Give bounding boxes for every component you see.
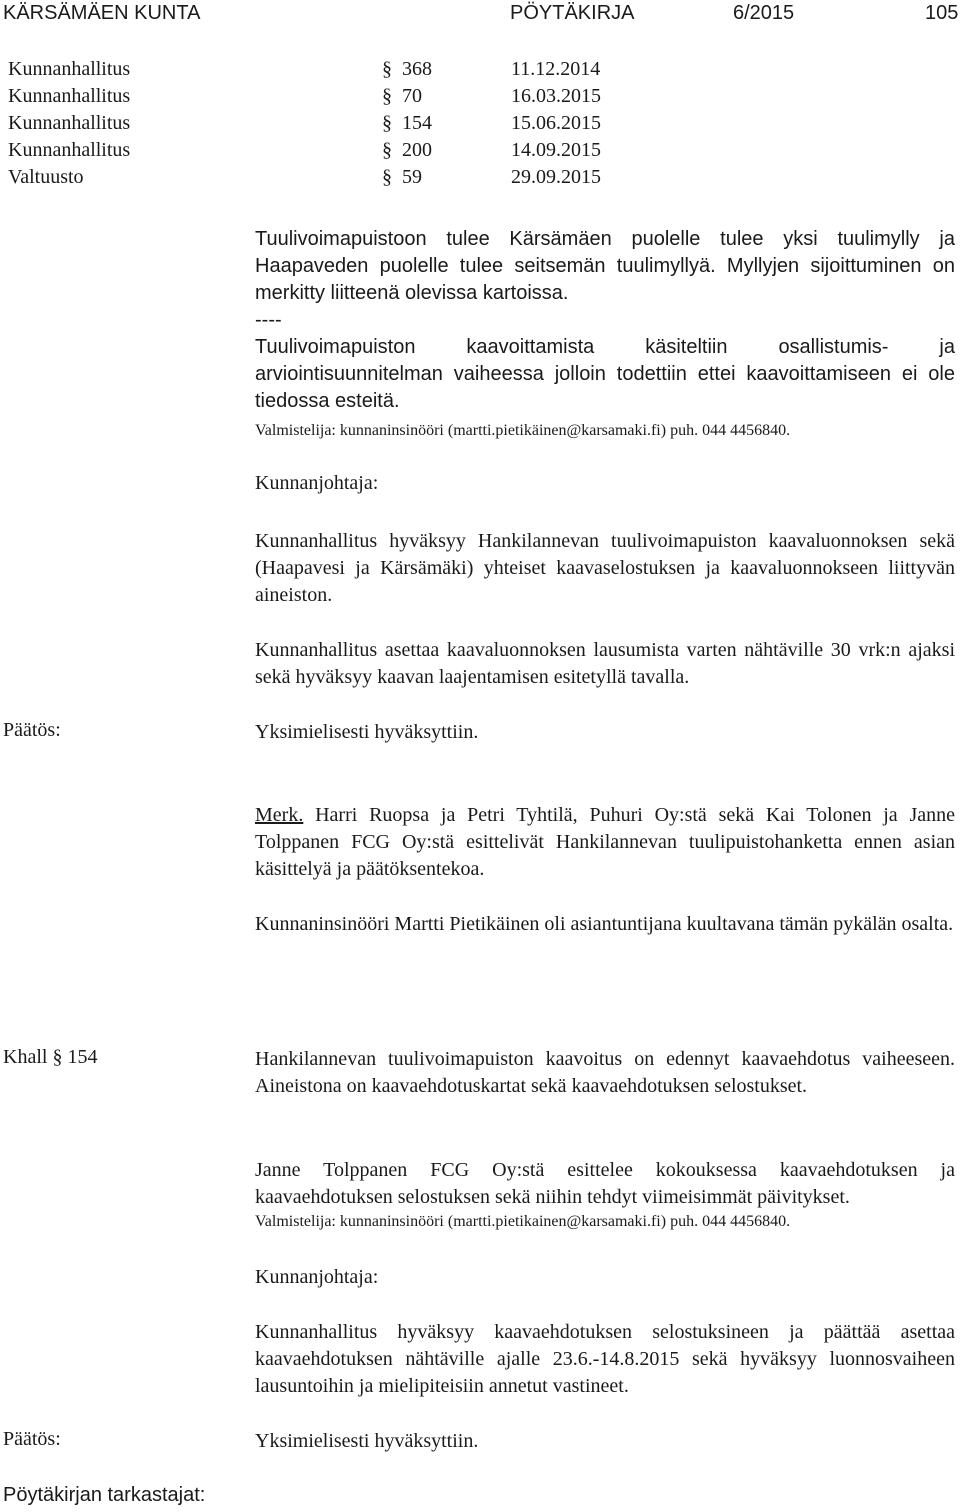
section-sign-icon: § (382, 112, 392, 134)
section1-text-a: Tuulivoimapuistoon tulee Kärsämäen puolelle tulee yksi tuulimylly ja Haapaveden puolelle tulee seitsemän tuulimyllyä. (255, 228, 955, 277)
history-date: 29.09.2015 (511, 166, 601, 188)
note-label: Merk. (255, 804, 304, 826)
section1-paragraph-2: Tuulivoimapuiston kaavoittamista käsiteltiin osallistumis- ja arviointisuunnitelman vaiheessa jolloin todettiin ettei kaavoittamiseen ei ole tiedossa esteitä. (255, 336, 955, 412)
decision-label: Päätös: (3, 1428, 61, 1450)
history-number: 368 (402, 58, 432, 80)
note-paragraph-2: Kunnaninsinööri Martti Pietikäinen oli asiantuntijana kuultavana tämän pykälän osalta. (255, 913, 954, 935)
history-body: Kunnanhallitus (8, 139, 131, 161)
section2-paragraph: Hankilannevan tuulivoimapuiston kaavoitus on edennyt kaavaehdotus vaiheeseen. Aineistona on kaavaehdotuskartat sekä kaavaehdotuksen selostukset. (255, 1048, 955, 1097)
proposal-paragraph: Kunnanhallitus hyväksyy Hankilannevan tuulivoimapuiston kaavaluonnoksen sekä (Haapavesi ja Kärsämäki) yhteiset kaavaselostuksen ja kaavaluonnokseen liittyvän aineiston. (255, 530, 955, 606)
section1-paragraph (255, 226, 955, 307)
history-date: 14.09.2015 (511, 139, 601, 161)
proposal-paragraph-2: Kunnanhallitus asettaa kaavaluonnoksen lausumista varten nähtäville 30 vrk:n ajaksi sekä hyväksyy kaavan laajentamisen esitetyllä tavalla. (255, 639, 955, 688)
director-label: Kunnanjohtaja: (255, 472, 379, 494)
section-reference-number: 154 (67, 1046, 98, 1068)
note-text: Harri Ruopsa ja Petri Tyhtilä, Puhuri Oy:stä sekä Kai Tolonen ja Janne Tolppanen FCG Oy:stä esittelivät Hankilannevan tuulipuistohanketta ennen asian käsittelyä ja päätöksentekoa. (255, 804, 955, 880)
preparer-line: Valmistelija: kunnaninsinööri (martti.pietikainen@karsamaki.fi) puh. 044 4456840. (255, 1213, 791, 1230)
separator: ---- (255, 309, 282, 331)
issue-number: 6/2015 (733, 2, 795, 24)
section-reference (3, 1046, 97, 1069)
note-paragraph (255, 802, 955, 883)
decision-text: Yksimielisesti hyväksyttiin. (255, 1430, 479, 1452)
proposal-paragraph: Kunnanhallitus hyväksyy kaavaehdotuksen selostuksineen ja päättää asettaa kaavaehdotuksen nähtäville ajalle 23.6.-14.8.2015 sekä hyväksyy luonnosvaiheen lausuntoihin ja mielipiteisiin annetut vastineet. (255, 1321, 955, 1397)
history-body: Valtuusto (8, 166, 84, 188)
history-date: 11.12.2014 (511, 58, 601, 80)
section1-text-b: Myllyjen sijoittuminen on merkitty liitteenä olevissa kartoissa. (255, 255, 955, 304)
section-reference-body: Khall (3, 1046, 48, 1068)
page-number: 105 (925, 2, 959, 24)
history-number: 154 (402, 112, 432, 134)
history-number: 200 (402, 139, 432, 161)
section-sign-icon: § (382, 58, 392, 80)
section2-paragraph-2: Janne Tolppanen FCG Oy:stä esittelee kokouksessa kaavaehdotuksen ja kaavaehdotuksen selostuksen sekä niihin tehdyt viimeisimmät päivitykset. (255, 1159, 955, 1208)
history-number: 70 (402, 85, 422, 107)
section-sign-icon: § (382, 85, 392, 107)
section-sign-icon: § (52, 1046, 63, 1068)
decision-label: Päätös: (3, 719, 61, 741)
director-label: Kunnanjohtaja: (255, 1266, 379, 1288)
checkers-label: Pöytäkirjan tarkastajat: (3, 1484, 206, 1506)
section-sign-icon: § (382, 139, 392, 161)
section-sign-icon: § (382, 166, 392, 188)
history-date: 15.06.2015 (511, 112, 601, 134)
decision-text: Yksimielisesti hyväksyttiin. (255, 721, 479, 743)
history-body: Kunnanhallitus (8, 58, 131, 80)
preparer-line: Valmistelija: kunnaninsinööri (martti.pietikäinen@karsamaki.fi) puh. 044 4456840. (255, 422, 791, 439)
document-type: PÖYTÄKIRJA (510, 2, 635, 24)
history-body: Kunnanhallitus (8, 112, 131, 134)
history-number: 59 (402, 166, 422, 188)
municipality-name: KÄRSÄMÄEN KUNTA (3, 2, 201, 24)
history-date: 16.03.2015 (511, 85, 601, 107)
history-body: Kunnanhallitus (8, 85, 131, 107)
